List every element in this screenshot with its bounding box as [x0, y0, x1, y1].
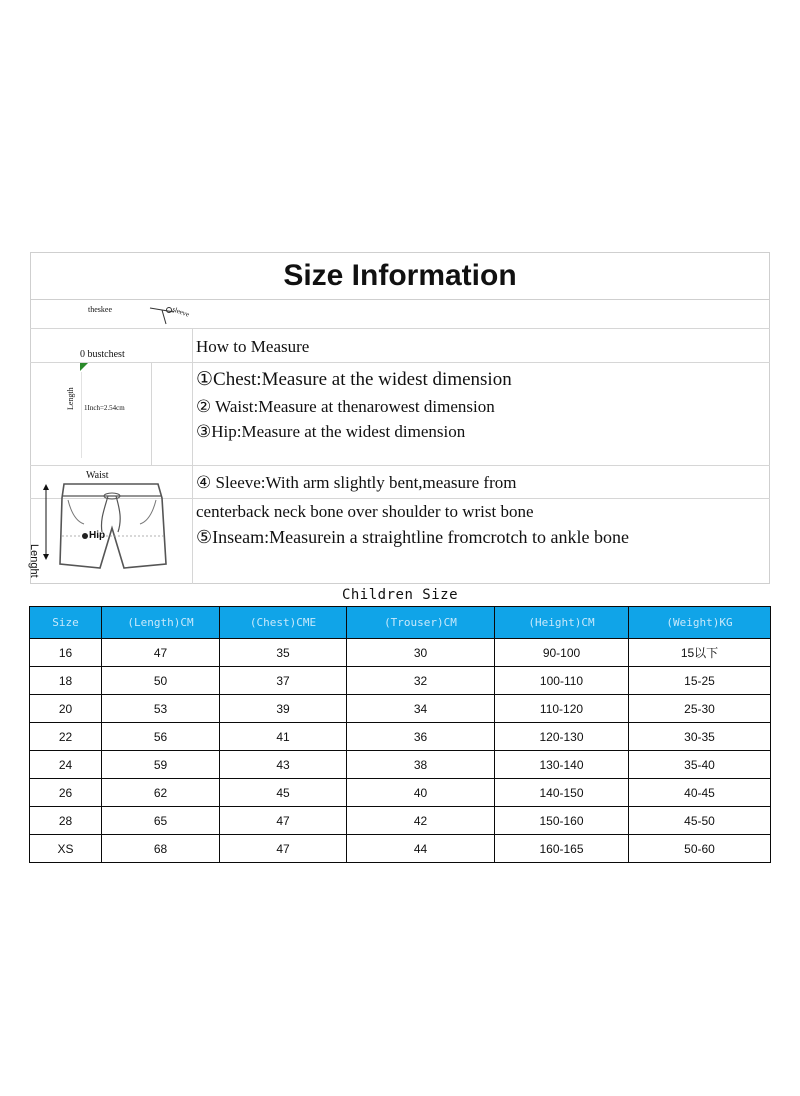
table-cell: 40: [347, 779, 495, 807]
table-cell: 26: [30, 779, 102, 807]
table-row: [30, 835, 771, 863]
table-cell: 15以下: [629, 639, 771, 667]
hip-label: Hip: [89, 530, 106, 541]
table-cell: 39: [220, 695, 347, 723]
table-cell: 41: [220, 723, 347, 751]
column-header: (Length)CM: [102, 607, 220, 639]
table-cell: 110-120: [495, 695, 629, 723]
size-table: [29, 606, 771, 863]
table-cell: 53: [102, 695, 220, 723]
table-cell: 36: [347, 723, 495, 751]
table-row: [30, 779, 771, 807]
lenght-label: Lenght: [28, 544, 40, 578]
column-header: (Chest)CME: [220, 607, 347, 639]
table-cell: 120-130: [495, 723, 629, 751]
divider: [192, 328, 193, 584]
table-cell: 44: [347, 835, 495, 863]
table-row: [30, 667, 771, 695]
instruction-inseam: ⑤Inseam:Measurein a straightline fromcrotch to ankle bone: [196, 527, 629, 547]
table-cell: 37: [220, 667, 347, 695]
shorts-illustration-icon: [38, 476, 188, 578]
instruction-waist: ② Waist:Measure at thenarowest dimension: [196, 397, 495, 416]
table-cell: 65: [102, 807, 220, 835]
table-cell: 45: [220, 779, 347, 807]
table-row: [30, 723, 771, 751]
table-cell: 160-165: [495, 835, 629, 863]
table-cell: 50: [102, 667, 220, 695]
size-label: theskee: [88, 305, 112, 314]
table-row: [30, 639, 771, 667]
table-cell: 24: [30, 751, 102, 779]
divider: [30, 328, 770, 329]
table-cell: 130-140: [495, 751, 629, 779]
table-cell: 47: [220, 807, 347, 835]
table-cell: 40-45: [629, 779, 771, 807]
column-header: (Weight)KG: [629, 607, 771, 639]
table-cell: XS: [30, 835, 102, 863]
table-cell: 34: [347, 695, 495, 723]
table-cell: 15-25: [629, 667, 771, 695]
table-cell: 100-110: [495, 667, 629, 695]
bustchest-label: 0 bustchest: [80, 349, 125, 360]
column-header: (Trouser)CM: [347, 607, 495, 639]
length-label: Length: [66, 387, 75, 410]
table-cell: 16: [30, 639, 102, 667]
table-cell: 35: [220, 639, 347, 667]
table-header-row: [30, 607, 771, 639]
table-cell: 30-35: [629, 723, 771, 751]
table-cell: 47: [220, 835, 347, 863]
table-cell: 47: [102, 639, 220, 667]
inch-conversion-label: 1Inch=2.54cm: [84, 404, 125, 412]
instruction-sleeve-continued: centerback neck bone over shoulder to wrist bone: [196, 502, 534, 521]
waist-label: Waist: [86, 470, 109, 479]
table-cell: 62: [102, 779, 220, 807]
table-row: [30, 751, 771, 779]
divider: [30, 362, 770, 363]
table-cell: 50-60: [629, 835, 771, 863]
length-guide-line: [81, 372, 82, 458]
sleeve-label: sleeve: [171, 305, 191, 319]
table-cell: 30: [347, 639, 495, 667]
table-cell: 45-50: [629, 807, 771, 835]
table-cell: 35-40: [629, 751, 771, 779]
table-cell: 59: [102, 751, 220, 779]
divider: [151, 362, 152, 465]
table-cell: 25-30: [629, 695, 771, 723]
table-row: [30, 807, 771, 835]
page-title: Size Information: [30, 252, 770, 300]
instruction-sleeve: ④ Sleeve:With arm slightly bent,measure from: [196, 473, 517, 492]
instruction-hip: ③Hip:Measure at the widest dimension: [196, 422, 466, 441]
table-cell: 42: [347, 807, 495, 835]
table-cell: 20: [30, 695, 102, 723]
table-caption: Children Size: [341, 587, 459, 603]
table-cell: 68: [102, 835, 220, 863]
table-row: [30, 695, 771, 723]
divider: [30, 465, 770, 466]
table-cell: 56: [102, 723, 220, 751]
table-cell: 18: [30, 667, 102, 695]
table-cell: 32: [347, 667, 495, 695]
column-header: Size: [30, 607, 102, 639]
table-cell: 43: [220, 751, 347, 779]
table-cell: 90-100: [495, 639, 629, 667]
table-cell: 38: [347, 751, 495, 779]
column-header: (Height)CM: [495, 607, 629, 639]
table-cell: 140-150: [495, 779, 629, 807]
table-cell: 150-160: [495, 807, 629, 835]
how-to-measure-heading: How to Measure: [196, 337, 310, 356]
instruction-chest: ①Chest:Measure at the widest dimension: [196, 369, 512, 390]
table-cell: 22: [30, 723, 102, 751]
table-cell: 28: [30, 807, 102, 835]
